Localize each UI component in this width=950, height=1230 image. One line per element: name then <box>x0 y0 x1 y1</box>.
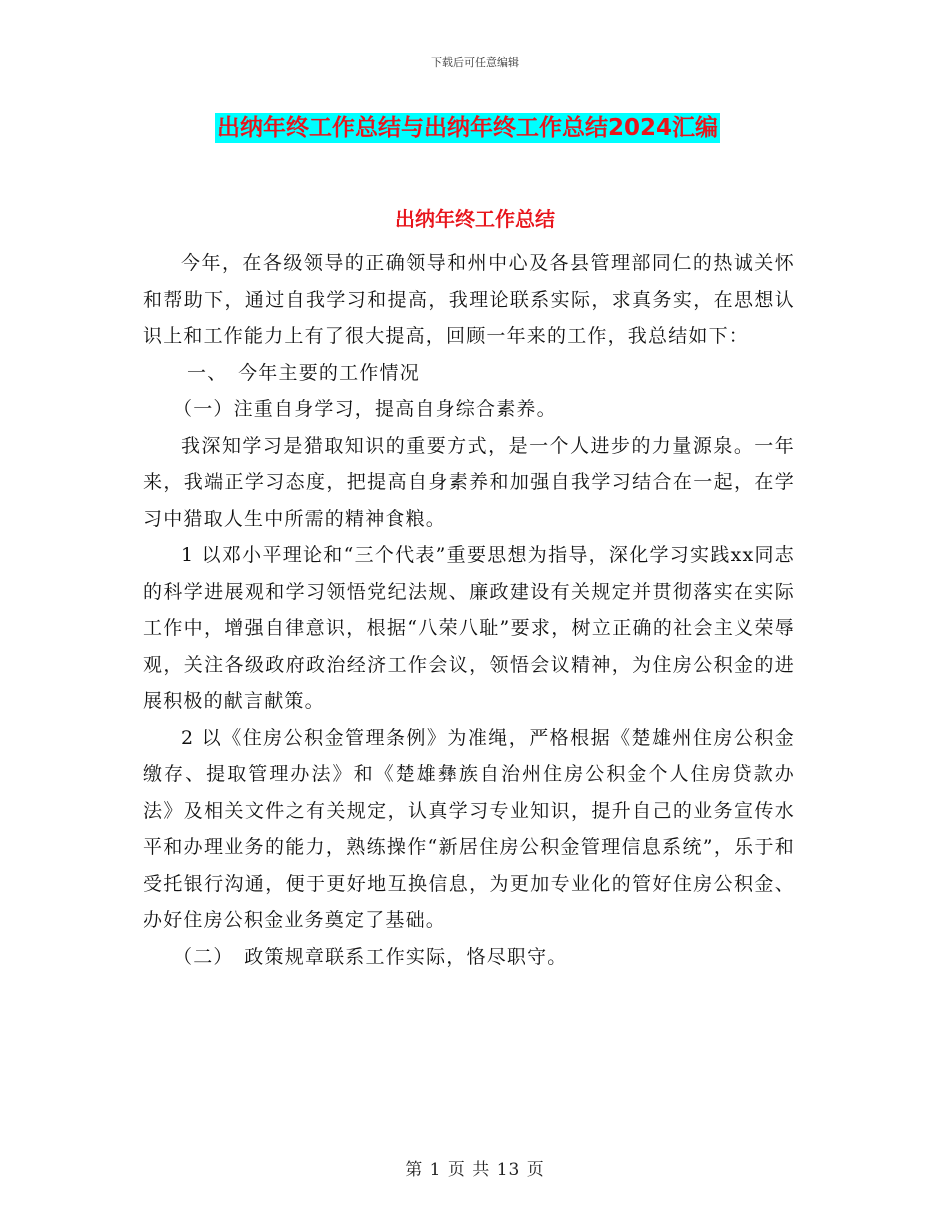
page-footer: 第 1 页 共 13 页 <box>405 1160 545 1180</box>
document-body <box>143 245 795 975</box>
document-title: 出纳年终工作总结与出纳年终工作总结2024汇编 <box>217 115 719 141</box>
paragraph-learning: 我深知学习是猎取知识的重要方式，是一个人进步的力量源泉。一年来，我端正学习态度，把提高自身素养和加强自我学习结合在一起，在学习中猎取人生中所需的精神食粮。 <box>143 434 795 530</box>
heading-self-study: （一）注重自身学习，提高自身综合素养。 <box>173 398 557 420</box>
paragraph-item-2: 2 以《住房公积金管理条例》为准绳，严格根据《楚雄州住房公积金缴存、提取管理办法》和《楚雄彝族自治州住房公积金个人住房贷款办法》及相关文件之有关规定，认真学习专业知识，提升自己的业务宣传水平和办理业务的能力，熟练操作“新居住房公积金管理信息系统”，乐于和受托银行沟通，便于更好地互换信息，为更加专业化的管好住房公积金、办好住房公积金业务奠定了基础。 <box>143 726 795 931</box>
paragraph-item-1: 1 以邓小平理论和“三个代表”重要思想为指导，深化学习实践xx同志的科学进展观和学习领悟党纪法规、廉政建设有关规定并贯彻落实在实际工作中，增强自律意识，根据“八荣八耻”要求，树立正确的社会主义荣辱观，关注各级政府政治经济工作会议，领悟会议精神，为住房公积金的进展积极的献言献策。 <box>143 544 795 712</box>
heading-policy: （二） 政策规章联系工作实际，恪尽职守。 <box>173 945 568 968</box>
paragraph-intro: 今年，在各级领导的正确领导和州中心及各县管理部同仁的热诚关怀和帮助下，通过自我学习和提高，我理论联系实际，求真务实，在思想认识上和工作能力上有了很大提高，回顾一年来的工作，我总结如下： <box>143 252 795 347</box>
heading-main-work: 一、 今年主要的工作情况 <box>187 361 420 384</box>
header-note: 下载后可任意编辑 <box>431 56 519 69</box>
section-title: 出纳年终工作总结 <box>395 207 555 231</box>
